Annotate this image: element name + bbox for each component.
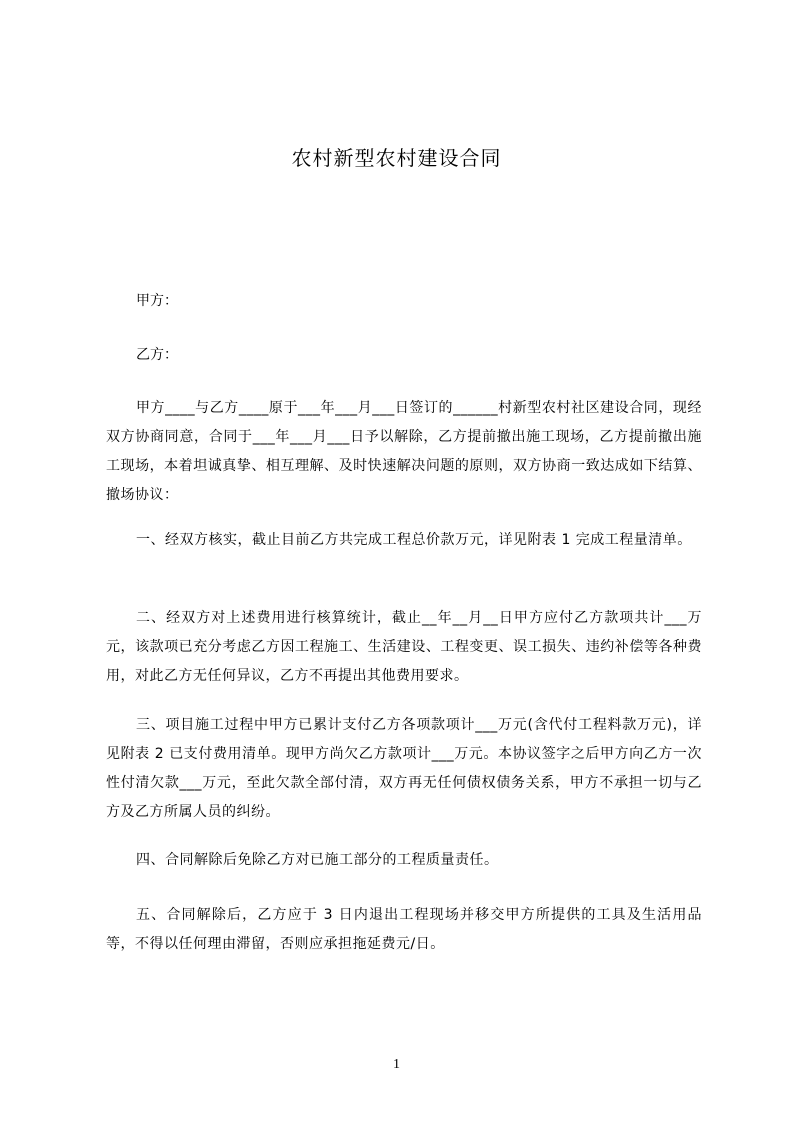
paragraph-clause-5: 五、合同解除后，乙方应于 3 日内退出工程现场并移交甲方所提供的工具及生活用品等，不得以任何理由滞留，否则应承担拖延费元/日。 bbox=[106, 907, 702, 952]
paragraph-clause-3: 三、项目施工过程中甲方已累计支付乙方各项款项计___万元(含代付工程料款万元)，详见附表 2 已支付费用清单。现甲方尚欠乙方款项计___万元。本协议签字之后甲方向乙方一次性付清欠款___万元，至此欠款全部付清，双方再无任何债权债务关系，甲方不承担一切与乙方及乙方所属人员的纠纷。 bbox=[106, 717, 702, 820]
paragraph-clause-4: 四、合同解除后免除乙方对已施工部分的工程质量责任。 bbox=[136, 852, 499, 868]
party-b-label: 乙方： bbox=[136, 347, 178, 363]
paragraph-preamble: 甲方____与乙方____原于___年___月___日签订的______村新型农村社区建设合同，现经双方协商同意，合同于___年___月___日予以解除，乙方提前撤出施工现场，乙方提前撤出施工现场，本着坦诚真挚、相互理解、及时快速解决问题的原则，双方协商一致达成如下结算、撤场协议： bbox=[106, 400, 702, 503]
party-a-label: 甲方： bbox=[136, 293, 178, 309]
page-number: 1 bbox=[393, 1057, 400, 1072]
document-title: 农村新型农村建设合同 bbox=[291, 146, 502, 170]
paragraph-clause-2: 二、经双方对上述费用进行核算统计，截止__年__月__日甲方应付乙方款项共计___万元，该款项已充分考虑乙方因工程施工、生活建设、工程变更、误工损失、违约补偿等各种费用，对此乙方无任何异议，乙方不再提出其他费用要求。 bbox=[106, 610, 702, 684]
paragraph-clause-1: 一、经双方核实，截止目前乙方共完成工程总价款万元，详见附表 1 完成工程量清单。 bbox=[136, 532, 692, 548]
